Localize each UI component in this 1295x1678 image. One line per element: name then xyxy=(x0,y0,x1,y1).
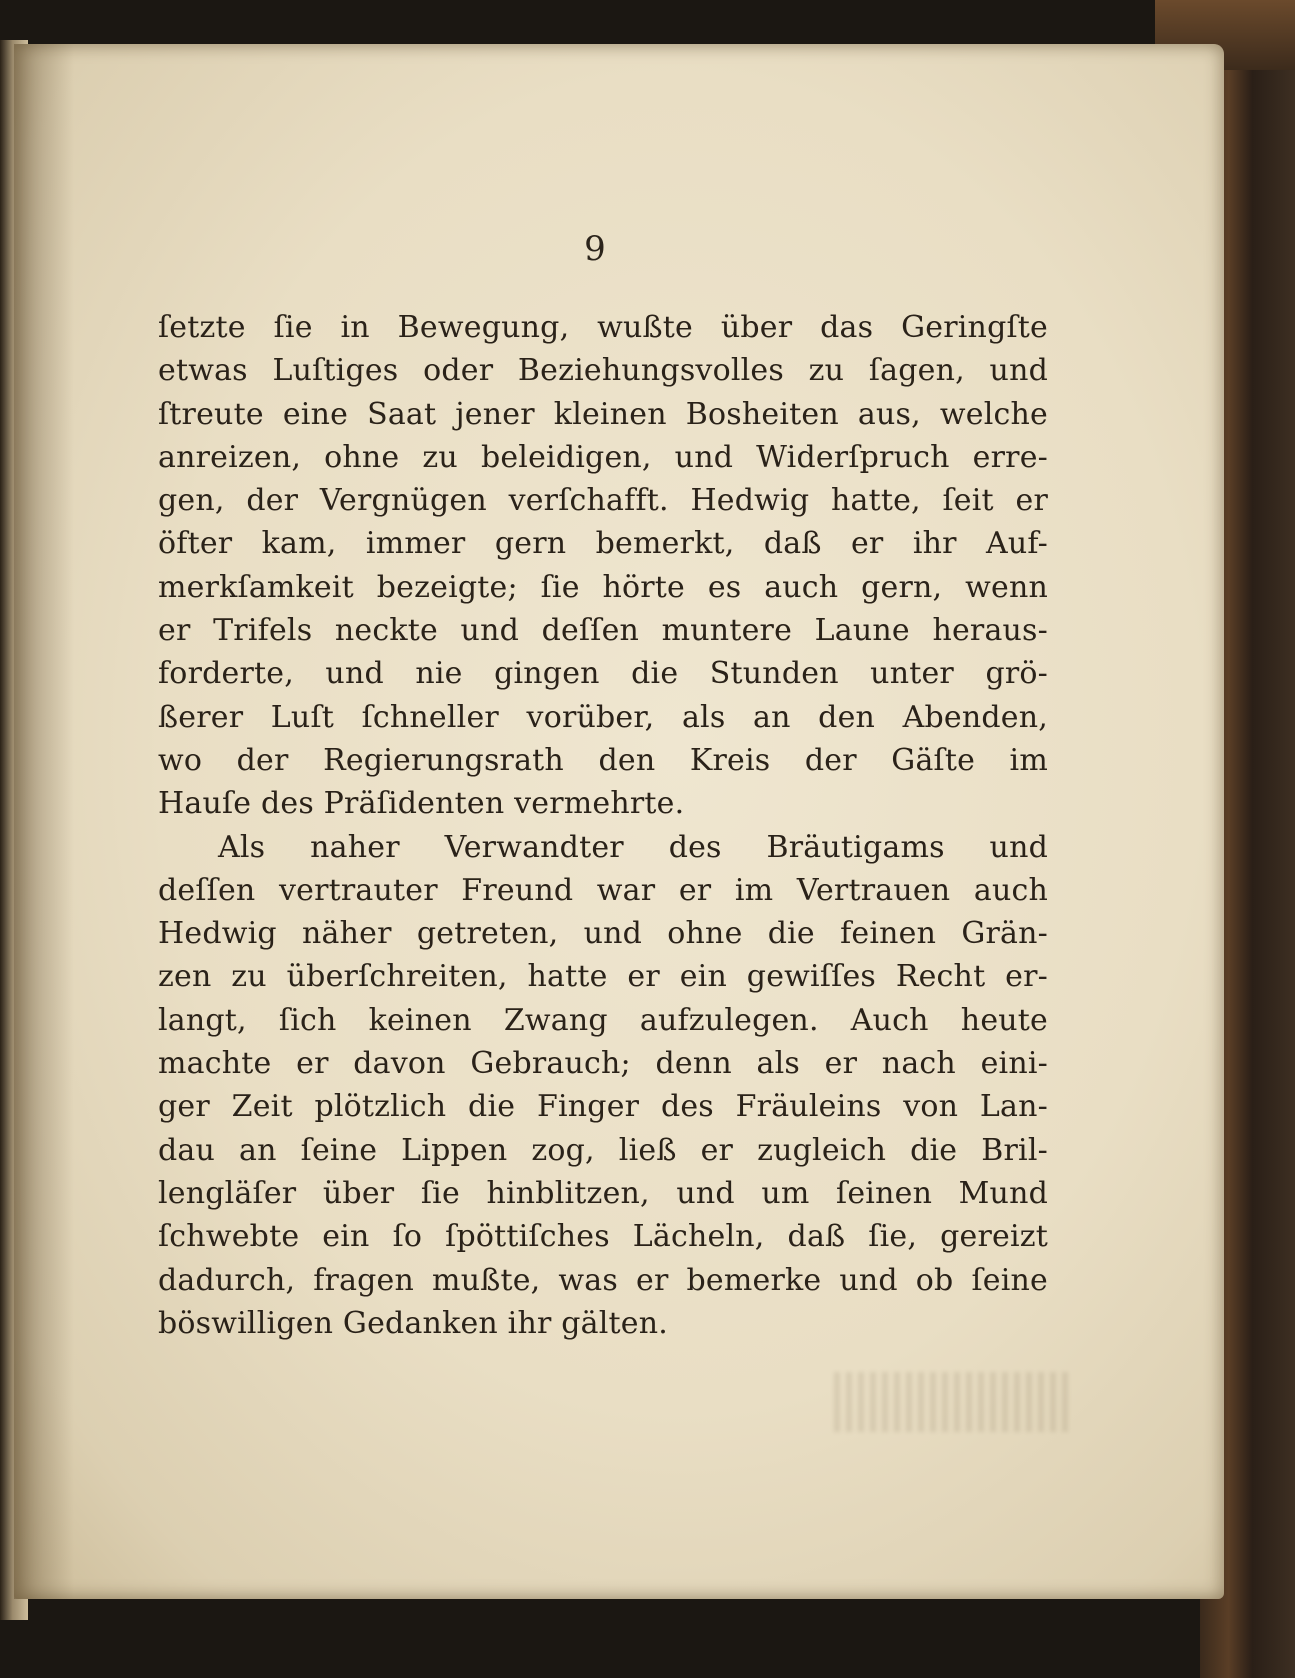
text-line: merkſamkeit bezeigte; ſie hörte es auch gern, wenn xyxy=(158,569,1048,605)
text-line: wo der Regierungsrath den Kreis der Gäſte im xyxy=(158,742,1048,778)
text-line: ſetzte ſie in Bewegung, wußte über das Geringſte xyxy=(158,310,1048,345)
text-line: deſſen vertrauter Freund war er im Vertrauen auch xyxy=(158,872,1048,908)
text-line: gen, der Vergnügen verſchafft. Hedwig hatte, ſeit er xyxy=(158,483,1048,519)
text-line: lengläſer über ſie hinblitzen, und um ſeinen Mund xyxy=(158,1175,1048,1211)
text-line: dau an ſeine Lippen zog, ließ er zugleich die Bril- xyxy=(158,1132,1048,1168)
text-line: Hedwig näher getreten, und ohne die feinen Grän- xyxy=(158,916,1048,952)
text-line: ßerer Luſt ſchneller vorüber, als an den Abenden, xyxy=(158,699,1048,735)
text-line: ger Zeit plötzlich die Finger des Fräuleins von Lan- xyxy=(158,1089,1048,1125)
paragraph-end-line: Hauſe des Präſidenten vermehrte. xyxy=(158,786,685,822)
book-page xyxy=(14,44,1224,1599)
text-line: zen zu überſchreiten, hatte er ein gewiſſes Recht er- xyxy=(158,959,1048,995)
paragraph-start-line: Als naher Verwandter des Bräutigams und xyxy=(218,829,1048,865)
text-line: langt, ſich keinen Zwang aufzulegen. Auch heute xyxy=(158,1002,1048,1038)
body-text xyxy=(158,306,1048,1345)
text-line: machte er davon Gebrauch; denn als er nach eini- xyxy=(158,1046,1048,1082)
gutter-shadow xyxy=(14,44,74,1599)
text-line: dadurch, fragen mußte, was er bemerke und ob ſeine xyxy=(158,1262,1048,1298)
text-line: forderte, und nie gingen die Stunden unter grö- xyxy=(158,656,1048,692)
paragraph-end-line: böswilligen Gedanken ihr gälten. xyxy=(158,1305,668,1341)
page-number: 9 xyxy=(584,229,606,269)
text-line: öfter kam, immer gern bemerkt, daß er ihr Auf- xyxy=(158,526,1048,562)
text-line: ſtreute eine Saat jener kleinen Bosheiten aus, welche xyxy=(158,396,1048,432)
show-through-text xyxy=(834,1372,1074,1432)
text-line: etwas Luſtiges oder Beziehungsvolles zu ſagen, und xyxy=(158,353,1048,389)
text-line: anreizen, ohne zu beleidigen, und Widerſpruch erre- xyxy=(158,439,1048,475)
text-line: ſchwebte ein ſo ſpöttiſches Lächeln, daß ſie, gereizt xyxy=(158,1219,1048,1255)
text-line: er Trifels neckte und deſſen muntere Laune heraus- xyxy=(158,613,1048,649)
